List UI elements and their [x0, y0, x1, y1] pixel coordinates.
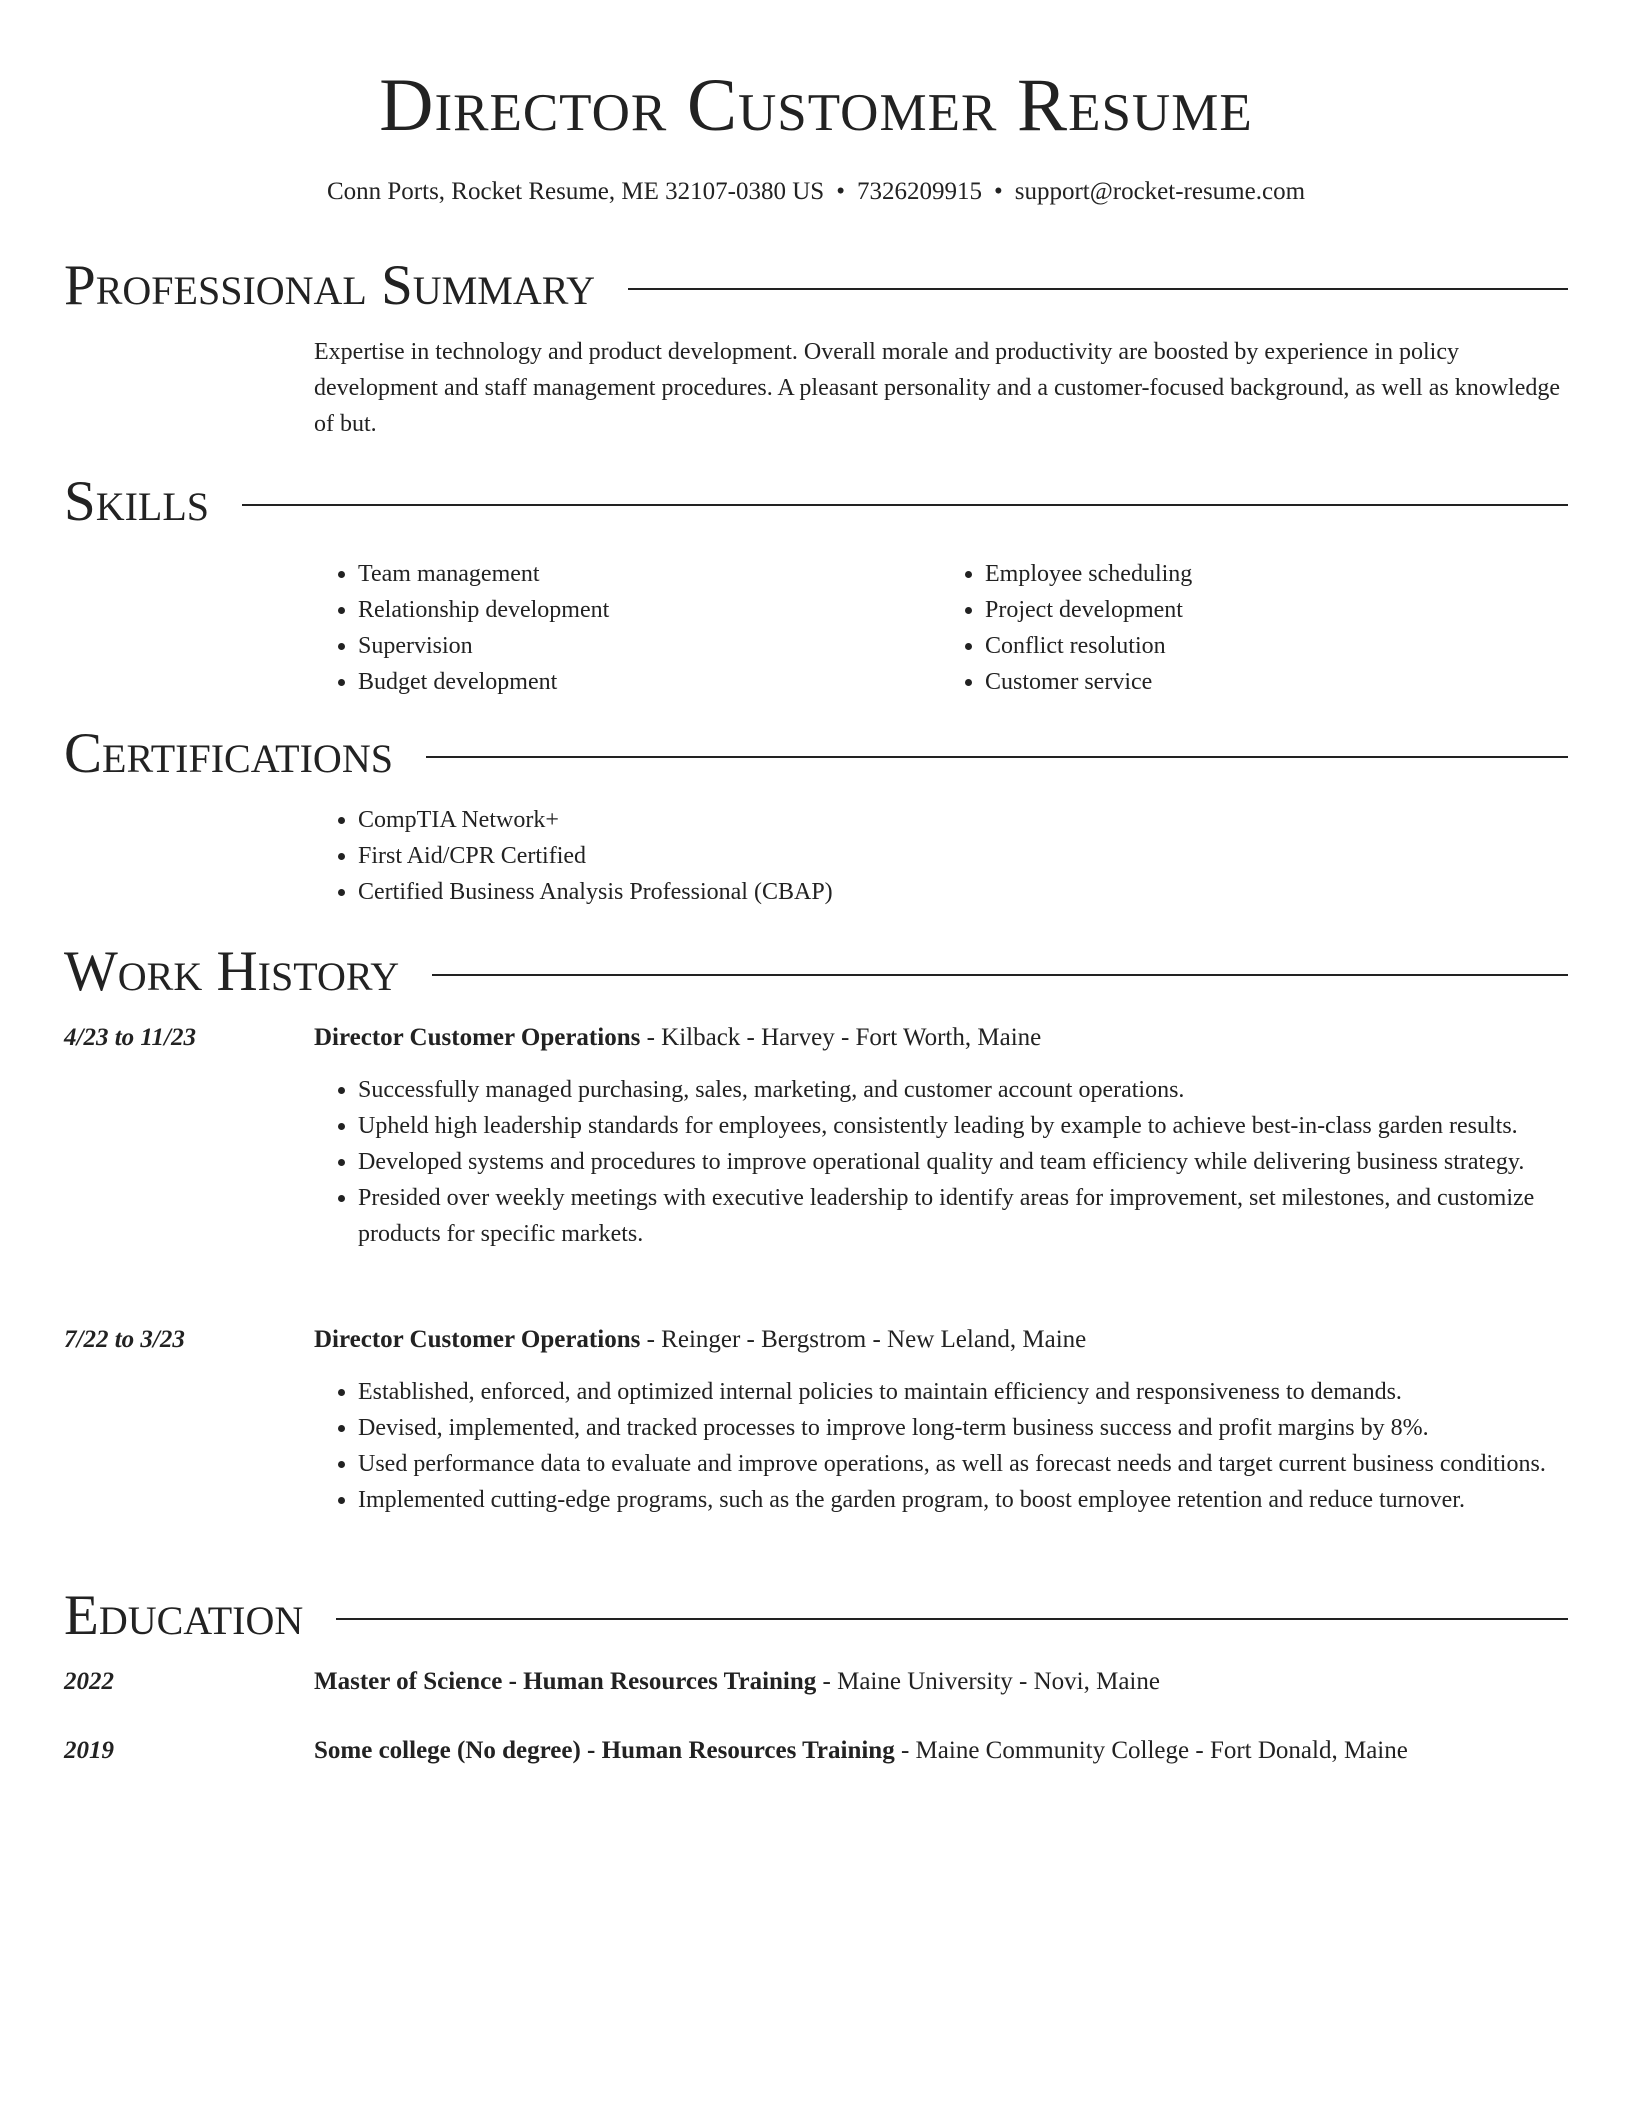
summary-text: Expertise in technology and product development. Overall morale and productivity are boosted by experience in policy development and staff management procedures. A pleasant personality and a customer-focused background, as well as knowledge of but.: [314, 339, 1561, 437]
skill-item: • Supervision: [358, 628, 941, 664]
certifications-section-header: [64, 714, 1568, 794]
skill-item: • Budget development: [358, 664, 941, 700]
skill-item: • Relationship development: [358, 592, 941, 628]
page-title: Director Customer Resume: [379, 64, 1253, 147]
certification-item: • CompTIA Network+: [358, 802, 1612, 838]
section-divider: [426, 756, 1568, 758]
job-bullet: • Presided over weekly meetings with executive leadership to identify areas for improvement, set milestones, and customize products for specific markets.: [358, 1180, 1612, 1252]
education-entry: [314, 1733, 1568, 1769]
section-divider: [432, 974, 1568, 976]
contact-email: support@rocket-resume.com: [1014, 178, 1306, 205]
job-bullet: • Used performance data to evaluate and improve operations, as well as forecast needs and target current business conditions.: [358, 1446, 1612, 1482]
job-bullet: • Implemented cutting-edge programs, such as the garden program, to boost employee retention and reduce turnover.: [358, 1482, 1612, 1518]
skill-item: • Conflict resolution: [985, 628, 1568, 664]
skills-list-left: [314, 556, 941, 700]
skill-item: • Customer service: [985, 664, 1568, 700]
education-year: 2022: [64, 1668, 114, 1695]
skill-item: • Project development: [985, 592, 1568, 628]
job-bullets: [314, 1374, 1612, 1518]
job-bullet: • Devised, implemented, and tracked processes to improve long-term business success and profit margins by 8%.: [358, 1410, 1612, 1446]
job-details: - Kilback - Harvey - Fort Worth, Maine: [640, 1024, 1042, 1051]
skills-heading: Skills: [64, 470, 210, 533]
job-bullet: • Successfully managed purchasing, sales, marketing, and customer account operations.: [358, 1072, 1612, 1108]
job-heading: [314, 1020, 1568, 1056]
education-heading: Education: [64, 1584, 304, 1647]
education-year: 2019: [64, 1737, 114, 1764]
certifications-heading: Certifications: [64, 722, 393, 785]
education-details: - Maine University - Novi, Maine: [816, 1668, 1160, 1695]
contact-phone: 7326209915: [856, 178, 982, 205]
work-history-heading: Work History: [64, 940, 400, 1003]
skills-columns: [314, 556, 1568, 700]
certification-item: • Certified Business Analysis Professional (CBAP): [358, 874, 1612, 910]
education-entry: [314, 1664, 1568, 1700]
education-details: - Maine Community College - Fort Donald, Maine: [894, 1737, 1408, 1764]
summary-section-header: [64, 246, 1568, 326]
education-section-header: [64, 1576, 1568, 1656]
contact-separator: •: [836, 178, 845, 205]
work-history-section-header: [64, 932, 1568, 1012]
job-title: Director Customer Operations: [314, 1326, 641, 1353]
job-dates: 4/23 to 11/23: [64, 1024, 196, 1051]
section-divider: [242, 504, 1568, 506]
education-degree: Some college (No degree) - Human Resources Training: [314, 1737, 895, 1764]
job-bullet: • Developed systems and procedures to improve operational quality and team efficiency while delivering business strategy.: [358, 1144, 1612, 1180]
contact-line: [0, 174, 1632, 210]
section-divider: [628, 288, 1568, 290]
certification-item: • First Aid/CPR Certified: [358, 838, 1612, 874]
skills-section-header: [64, 462, 1568, 542]
education-degree: Master of Science - Human Resources Training: [314, 1668, 817, 1695]
job-bullet: • Upheld high leadership standards for employees, consistently leading by example to achieve best-in-class garden results.: [358, 1108, 1612, 1144]
job-bullet: • Established, enforced, and optimized internal policies to maintain efficiency and responsiveness to demands.: [358, 1374, 1612, 1410]
summary-heading: Professional Summary: [64, 254, 596, 317]
certifications-list: [314, 802, 1612, 910]
job-title: Director Customer Operations: [314, 1024, 641, 1051]
skill-item: • Employee scheduling: [985, 556, 1568, 592]
job-dates: 7/22 to 3/23: [64, 1326, 185, 1353]
job-details: - Reinger - Bergstrom - New Leland, Maine: [640, 1326, 1087, 1353]
job-bullets: [314, 1072, 1612, 1252]
contact-separator: •: [993, 178, 1003, 205]
skill-item: • Team management: [358, 556, 941, 592]
job-heading: [314, 1322, 1568, 1358]
skills-list-right: [941, 556, 1568, 700]
contact-address: Conn Ports, Rocket Resume, ME 32107-0380 US: [326, 178, 825, 205]
section-divider: [336, 1618, 1568, 1620]
